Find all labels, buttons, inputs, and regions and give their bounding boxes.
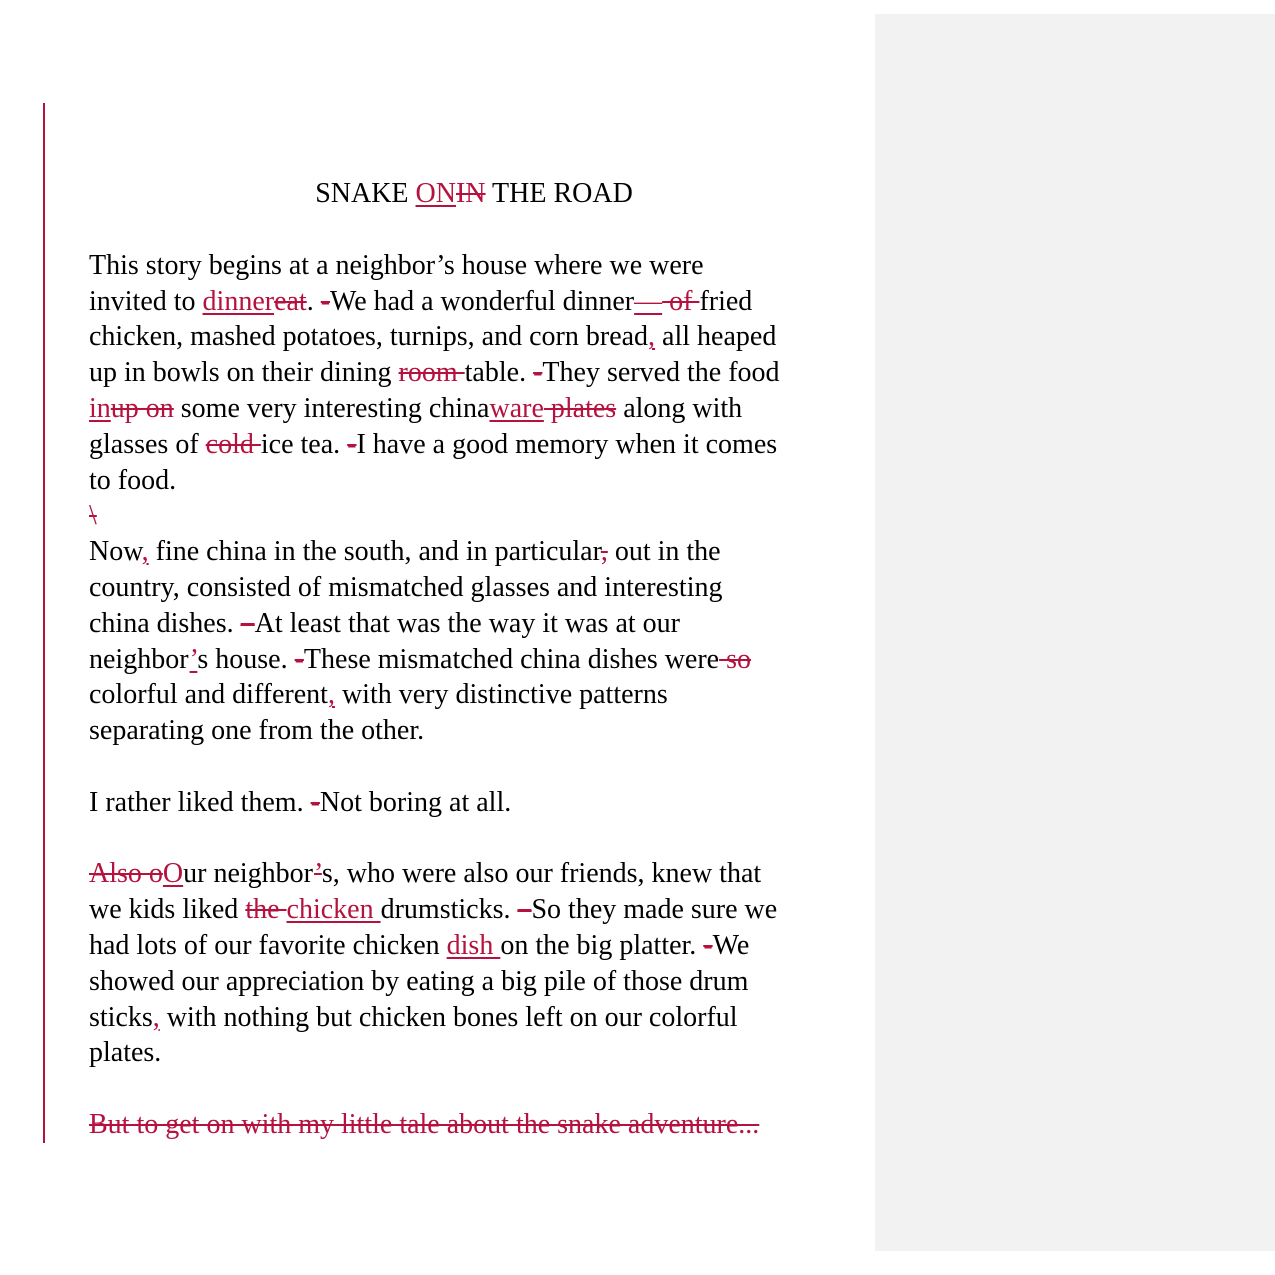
paragraph-3: I rather liked them. -Not boring at all.	[89, 786, 512, 818]
deletion: ,	[600, 536, 608, 568]
paragraph-2: Now, fine china in the south, and in particular, out in the country, consisted of mismatched glasses and interesting china dishes. –At least that was the way it was at our neighbor’s house. -These mismatched china dishes were so colorful and different, with very distinctive patterns separating one from the other.	[89, 536, 752, 747]
insertion: dinner	[202, 285, 275, 317]
insertion: ,	[141, 536, 149, 568]
deletion: of	[662, 285, 700, 317]
deletion: room	[398, 357, 465, 389]
deletion: –	[240, 607, 255, 639]
comment-margin-panel	[875, 14, 1275, 1251]
paragraph-5-deleted	[89, 1107, 859, 1143]
insertion: ware	[489, 392, 544, 424]
deletion: -	[310, 786, 320, 818]
deleted-paragraph-mark: \	[89, 500, 97, 532]
deletion: plates	[543, 392, 617, 424]
deletion: -	[347, 428, 357, 460]
deletion: IN	[455, 178, 486, 209]
deletion: -	[294, 643, 304, 675]
insertion: ,	[648, 321, 656, 353]
insertion: ’	[189, 643, 198, 675]
insertion: ON	[415, 178, 456, 209]
paragraph-1: This story begins at a neighbor’s house where we were invited to dinnereat. -We had a wonderful dinner— of fried chicken, mashed potatoes, turnips, and corn bread, all heaped up in bowls on their dining room table. -They served the food inup on some very interesting chinaware plates along with glasses of cold ice tea. -I have a good memory when it comes to food.	[89, 249, 780, 496]
insertion: —	[634, 285, 663, 317]
paragraph-4: Also oOur neighbor’s, who were also our friends, knew that we kids liked the chicken drumsticks. –So they made sure we had lots of our favorite chicken dish on the big platter. -We showed our appreciation by eating a big pile of those drum sticks, with nothing but chicken bones left on our colorful plates.	[89, 858, 778, 1069]
deletion: -	[703, 929, 713, 961]
deletion: so	[719, 643, 752, 675]
insertion: ,	[152, 1001, 160, 1033]
insertion: O	[162, 858, 184, 890]
change-bar	[43, 103, 45, 1143]
insertion: dish	[446, 929, 501, 961]
deletion: -	[533, 357, 543, 389]
page-title: SNAKE ONIN THE ROAD	[315, 178, 633, 209]
deletion: the	[245, 894, 287, 926]
deletion: cold	[205, 428, 261, 460]
deletion: Also o	[89, 858, 163, 890]
insertion: in	[89, 392, 111, 424]
deletion: But to get on with my little tale about the snake adventure...	[89, 1108, 760, 1140]
deletion: -	[320, 285, 331, 317]
insertion: chicken	[286, 894, 381, 926]
insertion: ,	[327, 679, 335, 711]
deletion: –	[517, 894, 532, 926]
deletion: ’	[314, 858, 322, 890]
deletion: eat	[274, 285, 307, 317]
deletion: up on	[110, 392, 174, 424]
document-body[interactable]	[89, 176, 859, 1143]
